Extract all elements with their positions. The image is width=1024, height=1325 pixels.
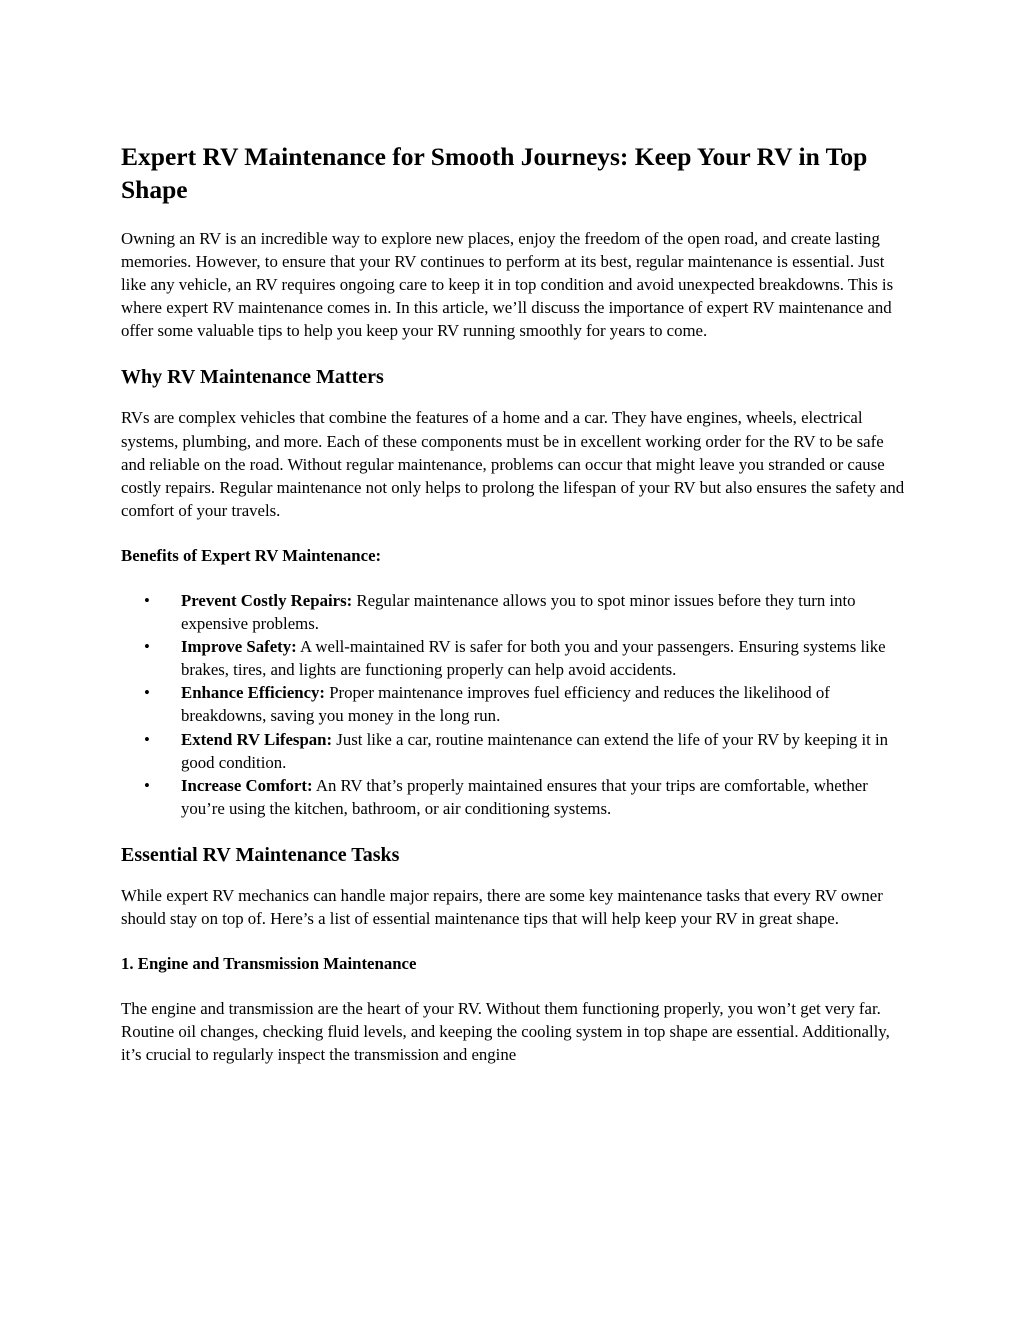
bullet-icon: • xyxy=(144,775,150,795)
intro-paragraph: Owning an RV is an incredible way to explore new places, enjoy the freedom of the open road, and create lasting memories. However, to ensure that your RV continues to perform at its best, regular maintenance is essential. Just like any vehicle, an RV requires ongoing care to keep it in top condition and avoid unexpected breakdowns. This is where expert RV maintenance comes in. In this article, we’ll discuss the importance of expert RV maintenance and offer some valuable tips to help you keep your RV running smoothly for years to come. xyxy=(121,229,894,341)
bullet-icon: • xyxy=(144,683,150,703)
list-item-text: An RV that’s properly maintained ensures that your trips are comfortable, whether you’re using the kitchen, bathroom, or air conditioning systems. xyxy=(181,775,868,818)
benefits-list xyxy=(121,589,906,820)
list-item-text: Regular maintenance allows you to spot minor issues before they turn into expensive problems. xyxy=(181,590,856,634)
list-item xyxy=(121,681,906,727)
list-item-label: Extend RV Lifespan: xyxy=(181,729,333,749)
bullet-icon: • xyxy=(144,729,150,749)
list-item xyxy=(121,635,906,681)
list-item xyxy=(121,589,906,635)
task-engine-paragraph: The engine and transmission are the heart of your RV. Without them functioning properly, you won’t get very far. Routine oil changes, checking fluid levels, and keeping the cooling system in top shape are essential. Additionally, it’s crucial to regularly inspect the transmission and engine xyxy=(121,999,890,1065)
list-item-label: Prevent Costly Repairs: xyxy=(181,590,353,610)
list-item-label: Improve Safety: xyxy=(181,637,297,657)
list-item-label: Enhance Efficiency: xyxy=(181,683,326,703)
bullet-icon: • xyxy=(144,637,150,657)
benefits-heading: Benefits of Expert RV Maintenance: xyxy=(121,545,382,565)
list-item-label: Increase Comfort: xyxy=(181,775,313,795)
section-heading-tasks: Essential RV Maintenance Tasks xyxy=(121,843,400,866)
section-why-paragraph: RVs are complex vehicles that combine the features of a home and a car. They have engines, wheels, electrical systems, plumbing, and more. Each of these components must be in excellent working order for the RV to be safe and reliable on the road. Without regular maintenance, problems can occur that might leave you stranded or cause costly repairs. Regular maintenance not only helps to prolong the lifespan of your RV but also ensures the safety and comfort of your travels. xyxy=(121,408,905,520)
section-heading-why: Why RV Maintenance Matters xyxy=(121,366,384,389)
list-item xyxy=(121,728,906,774)
list-item xyxy=(121,774,906,820)
section-tasks-paragraph: While expert RV mechanics can handle major repairs, there are some key maintenance tasks that every RV owner should stay on top of. Here’s a list of essential maintenance tips that will help keep your RV in great shape. xyxy=(121,885,883,928)
list-item-text: Just like a car, routine maintenance can extend the life of your RV by keeping it in good condition. xyxy=(181,729,889,772)
list-item-text: Proper maintenance improves fuel efficiency and reduces the likelihood of breakdowns, saving you money in the long run. xyxy=(181,683,830,726)
list-item-text: A well-maintained RV is safer for both you and your passengers. Ensuring systems like brakes, tires, and lights are functioning properly can help avoid accidents. xyxy=(181,637,886,680)
document-page xyxy=(121,140,906,1088)
bullet-icon: • xyxy=(144,590,150,610)
task-heading-engine: 1. Engine and Transmission Maintenance xyxy=(121,954,417,974)
document-title: Expert RV Maintenance for Smooth Journeys: Keep Your RV in Top Shape xyxy=(121,142,868,204)
